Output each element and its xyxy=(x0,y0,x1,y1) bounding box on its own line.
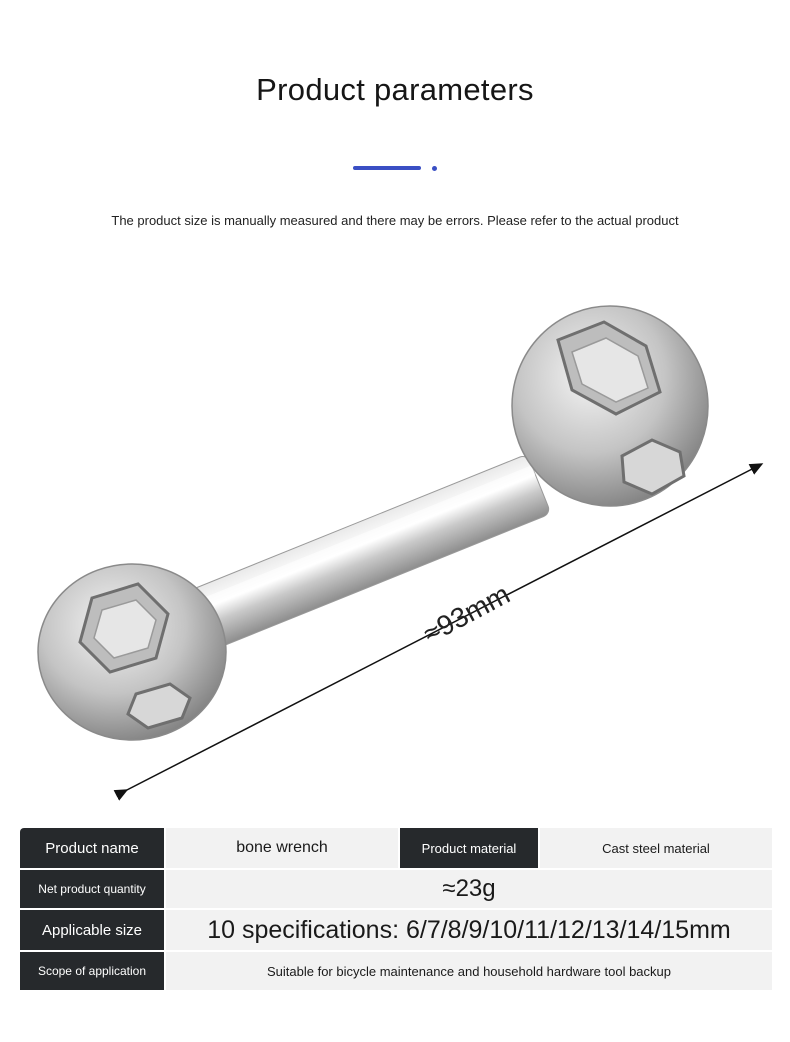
wrench-shank xyxy=(175,454,551,656)
material-value: Cast steel material xyxy=(540,828,772,868)
net-quantity-label: Net product quantity xyxy=(20,870,164,908)
spec-row-name xyxy=(20,828,772,868)
size-disclaimer: The product size is manually measured and there may be errors. Please refer to the actual product xyxy=(111,213,679,228)
spec-row-weight xyxy=(20,870,772,908)
spec-row-size xyxy=(20,910,772,950)
scope-label: Scope of application xyxy=(20,952,164,990)
wrench-illustration xyxy=(20,280,780,810)
wrench-head-left xyxy=(38,564,226,740)
title-accent-dot xyxy=(432,166,437,171)
dimension-label: ≈93mm xyxy=(418,578,515,650)
scope-value: Suitable for bicycle maintenance and household hardware tool backup xyxy=(166,952,772,990)
wrench-head-right xyxy=(512,306,708,506)
page-title: Product parameters xyxy=(256,72,534,107)
spec-row-scope xyxy=(20,952,772,990)
product-name-label: Product name xyxy=(20,828,164,868)
net-quantity-value: ≈23g xyxy=(166,870,772,908)
title-accent-line xyxy=(353,166,421,170)
applicable-size-value: 10 specifications: 6/7/8/9/10/11/12/13/14/15mm xyxy=(166,910,772,950)
applicable-size-label: Applicable size xyxy=(20,910,164,950)
product-name-value: bone wrench xyxy=(166,828,398,868)
material-label: Product material xyxy=(400,828,538,868)
spec-table xyxy=(20,828,772,992)
